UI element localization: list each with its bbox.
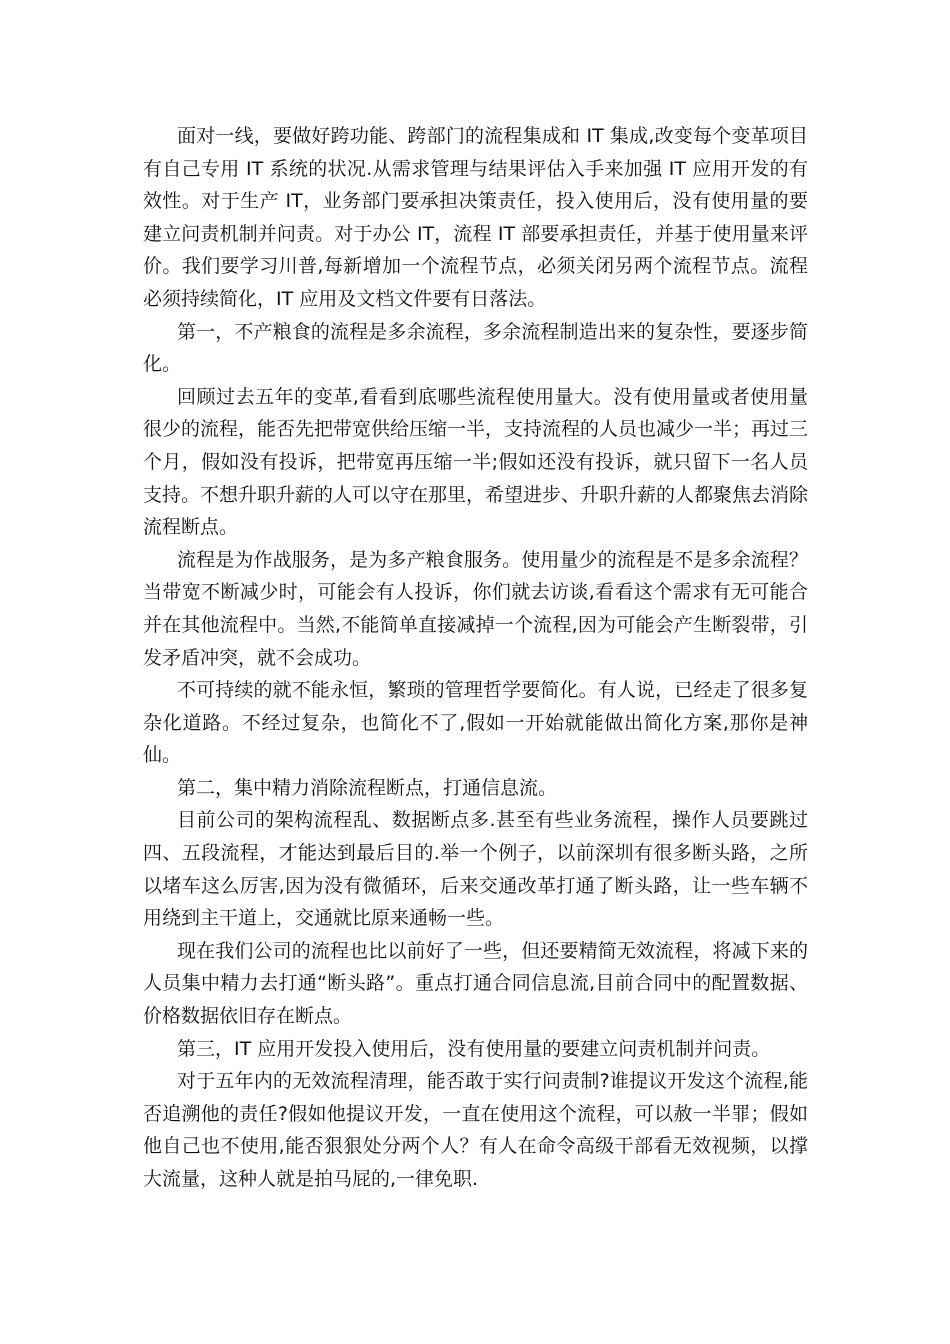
paragraph-breakpoints-example: 目前公司的架构流程乱、数据断点多.甚至有些业务流程，操作人员要跳过四、五段流程，才能达到最后目的.举一个例子，以前深圳有很多断头路，之所以堵车这么厉害,因为没有微循环，后来交通改革打通了断头路，让一些车辆不用绕到主干道上，交通就比原来通畅一些。 <box>143 809 808 930</box>
paragraph-review-five-years: 回顾过去五年的变革,看看到底哪些流程使用量大。没有使用量或者使用量很少的流程，能否先把带宽供给压缩一半，支持流程的人员也减少一半；再过三个月，假如没有投诉，把带宽再压缩一半;假如还没有投诉，就只留下一名人员支持。不想升职升薪的人可以守在那里，希望进步、升职升薪的人都聚焦去消除流程断点。 <box>143 385 809 539</box>
paragraph-point-two-heading: 第二，集中精力消除流程断点，打通信息流。 <box>177 776 558 799</box>
paragraph-contract-info-flow: 现在我们公司的流程也比以前好了一些，但还要精简无效流程，将减下来的人员集中精力去打通“断头路”。重点打通合同信息流,目前合同中的配置数据、价格数据依旧存在断点。 <box>143 939 808 1028</box>
paragraph-process-serves-combat: 流程是为作战服务，是为多产粮食服务。使用量少的流程是不是多余流程？当带宽不断减少时，可能会有人投诉，你们就去访谈,看看这个需求有无可能合并在其他流程中。当然,不能简单直接减掉一个流程,因为可能会产生断裂带，引发矛盾冲突，就不会成功。 <box>143 548 808 669</box>
paragraph-point-three-heading: 第三，IT 应用开发投入使用后，没有使用量的要建立问责机制并问责。 <box>177 1037 771 1060</box>
document-page <box>143 120 808 1196</box>
paragraph-point-one-heading: 第一，不产粮食的流程是多余流程，多余流程制造出来的复杂性，要逐步简化。 <box>143 320 808 376</box>
paragraph-accountability: 对于五年内的无效流程清理，能否敢于实行问责制?谁提议开发这个流程,能否追溯他的责任?假如他提议开发，一直在使用这个流程，可以赦一半罪；假如他自己也不使用,能否狠狠处分两个人？有人在命令高级干部看无效视频，以撑大流量，这种人就是拍马屁的,一律免职. <box>143 1070 808 1190</box>
paragraph-simplify-philosophy: 不可持续的就不能永恒，繁琐的管理哲学要简化。有人说，已经走了很多复杂化道路。不经过复杂，也简化不了,假如一开始就能做出简化方案,那你是神仙。 <box>143 679 808 767</box>
paragraph-it-integration: 面对一线，要做好跨功能、跨部门的流程集成和 IT 集成,改变每个变革项目有自己专用 IT 系统的状况.从需求管理与结果评估入手来加强 IT 应用开发的有效性。对于生产 IT，业务部门要承担决策责任，投入使用后，没有使用量的要建立问责机制并问责。对于办公 IT，流程 IT 部要承担责任，并基于使用量来评价。我们要学习川普,每新增加一个流程节点，必须关闭另两个流程节点。流程必须持续简化，IT 应用及文档文件要有日落法。 <box>143 125 808 310</box>
